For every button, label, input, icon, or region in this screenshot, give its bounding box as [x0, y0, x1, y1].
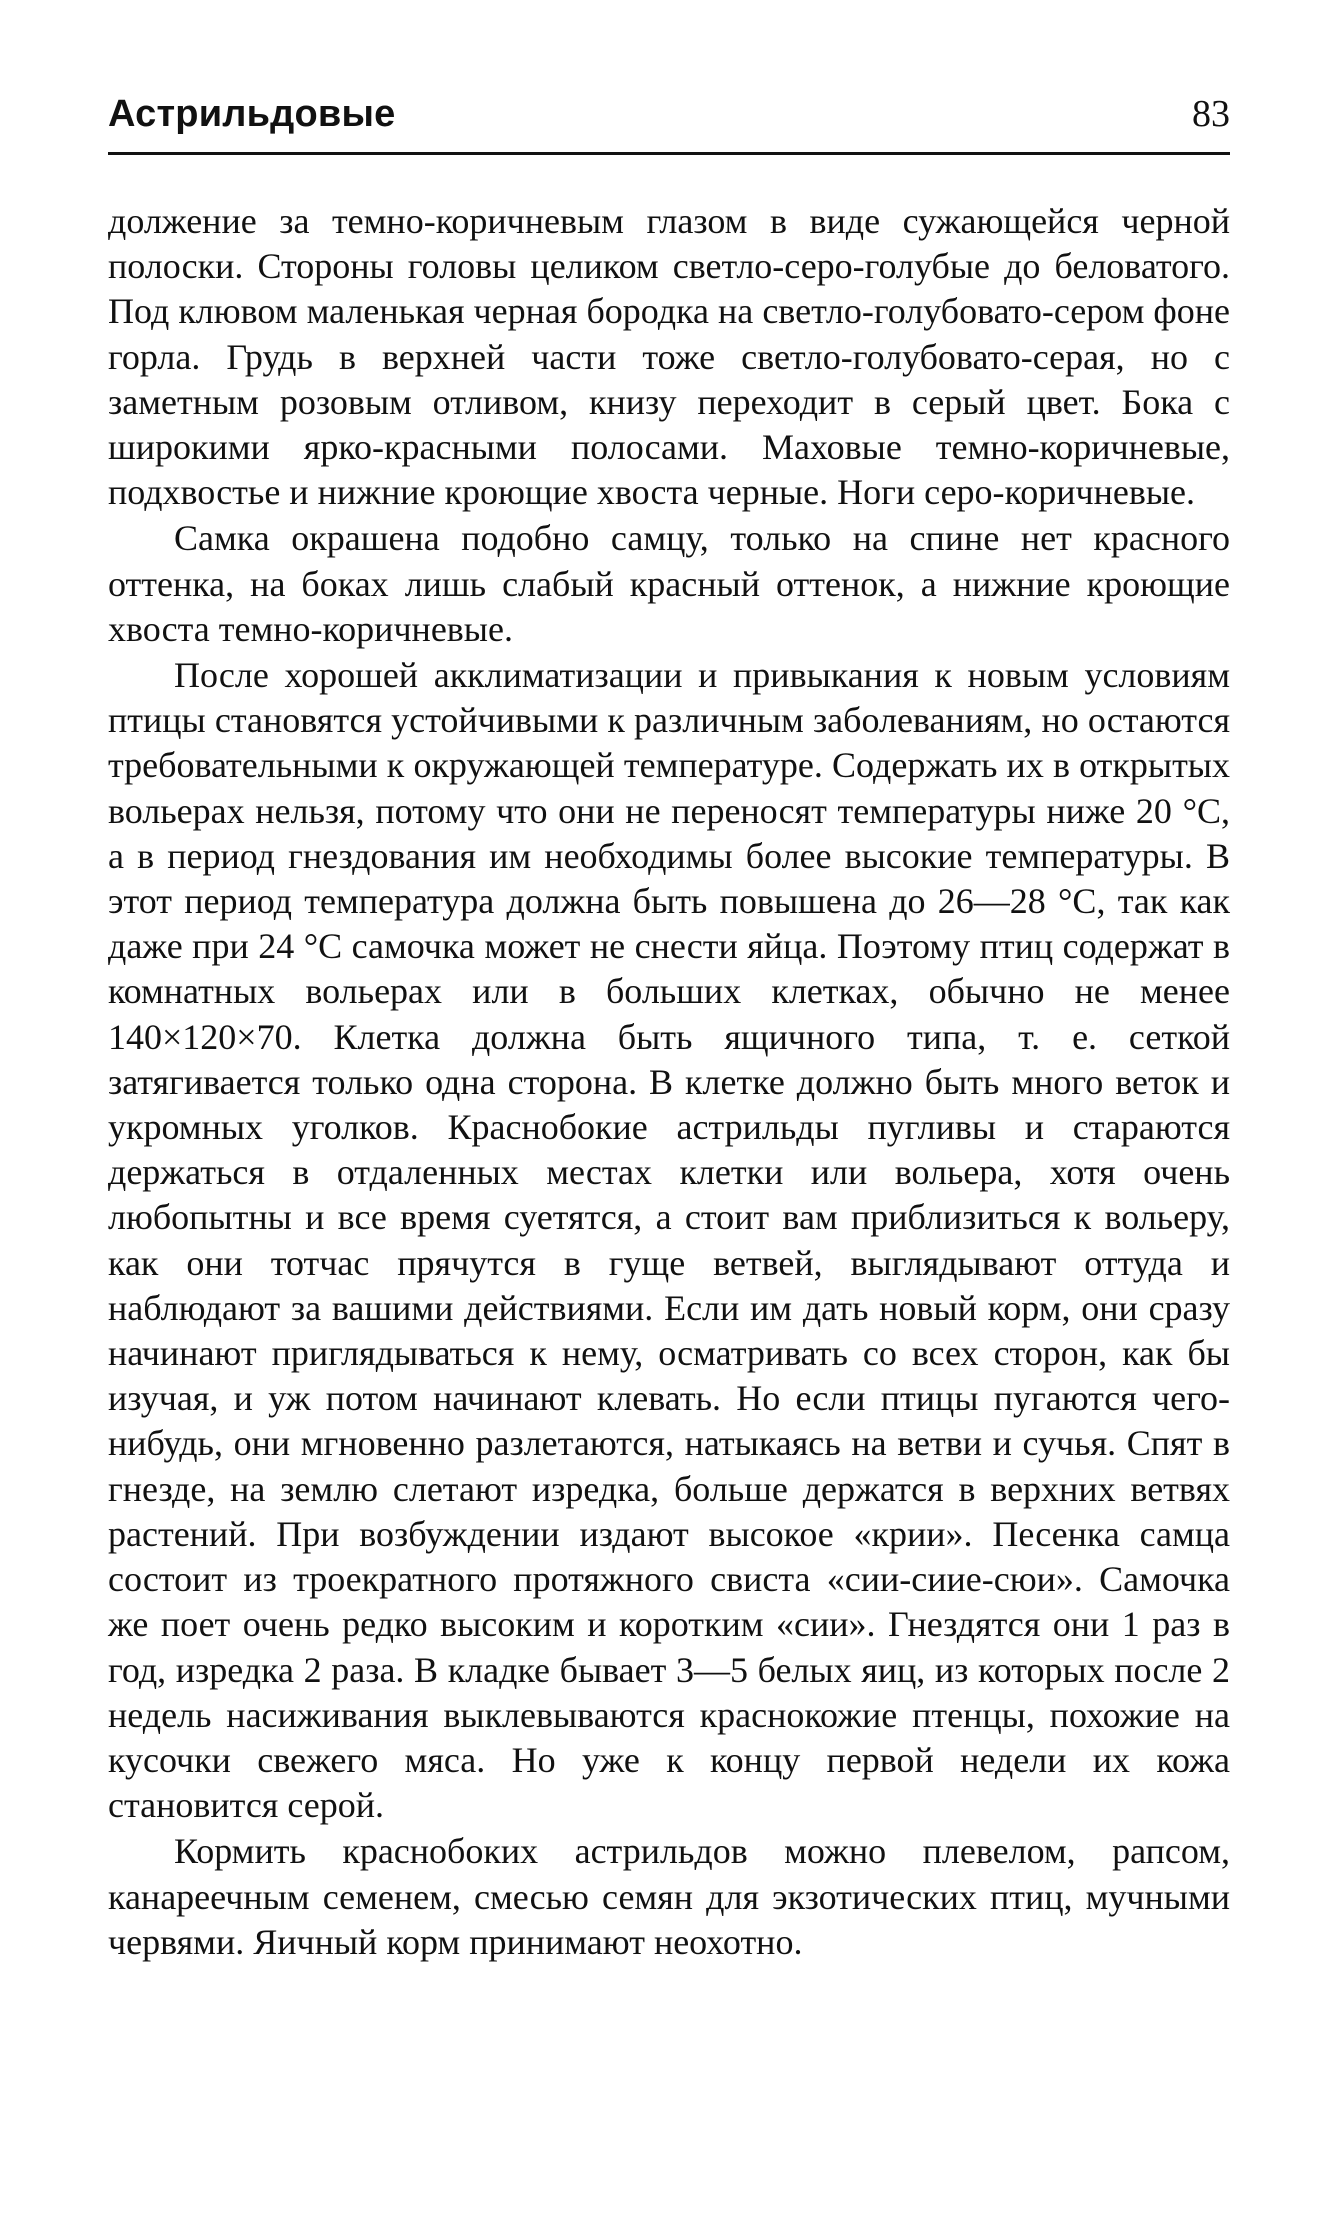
section-title: Астрильдовые	[108, 93, 396, 135]
paragraph-female-coloring: Самка окрашена подобно самцу, только на спине нет красного оттенка, на боках лишь слабый красный оттенок, а нижние кроющие хвоста темно-коричневые.	[108, 518, 1230, 649]
body-text	[108, 199, 1230, 1965]
running-header	[108, 92, 1230, 155]
paragraph-keeping-conditions: После хорошей акклиматизации и привыкания к новым условиям птицы становятся устойчивыми к различным заболеваниям, но остаются требовательными к окружающей температуре. Содержать их в открытых вольерах нельзя, потому что они не переносят температуры ниже 20 °С, а в период гнездования им необходимы более высокие температуры. В этот период температура должна быть повышена до 26—28 °С, так как даже при 24 °С самочка может не снести яйца. Поэтому птиц содержат в комнатных вольерах или в больших клетках, обычно не менее 140×120×70. Клетка должна быть ящичного типа, т. е. сеткой затягивается только одна сторона. В клетке должно быть много веток и укромных уголков. Краснобокие астрильды пугливы и стараются держаться в отдаленных местах клетки или вольера, хотя очень любопытны и все время суетятся, а стоит вам приблизиться к вольеру, как они тотчас прячутся в гуще ветвей, выглядывают оттуда и наблюдают за вашими действиями. Если им дать новый корм, они сразу начинают приглядываться к нему, осматривать со всех сторон, как бы изучая, и уж потом начинают клевать. Но если птицы пугаются чего-нибудь, они мгновенно разлетаются, натыкаясь на ветви и сучья. Спят в гнезде, на землю слетают изредка, больше держатся в верхних ветвях растений. При возбуждении издают высокое «крии». Песенка самца состоит из троекратного протяжного свиста «сии-сиие-сюи». Самочка же поет очень редко высоким и коротким «сии». Гнездятся они 1 раз в год, изредка 2 раза. В кладке бывает 3—5 белых яиц, из которых после 2 недель насиживания выклевываются краснокожие птенцы, похожие на кусочки свежего мяса. Но уже к концу первой недели их кожа становится серой.	[108, 655, 1230, 1826]
paragraph-continuation: должение за темно-коричневым глазом в виде сужающейся черной полоски. Стороны головы целиком светло-серо-голубые до беловатого. Под клювом маленькая черная бородка на светло-голубовато-сером фоне горла. Грудь в верхней части тоже светло-голубовато-серая, но с заметным розовым отливом, книзу переходит в серый цвет. Бока с широкими ярко-красными полосами. Маховые темно-коричневые, подхвостье и нижние кроющие хвоста черные. Ноги серо-коричневые.	[108, 201, 1230, 513]
page-number: 83	[1192, 93, 1230, 135]
paragraph-feeding: Кормить краснобоких астрильдов можно плевелом, рапсом, канареечным семенем, смесью семян для экзотических птиц, мучными червями. Яичный корм принимают неохотно.	[108, 1831, 1230, 1962]
book-page	[108, 92, 1230, 1966]
